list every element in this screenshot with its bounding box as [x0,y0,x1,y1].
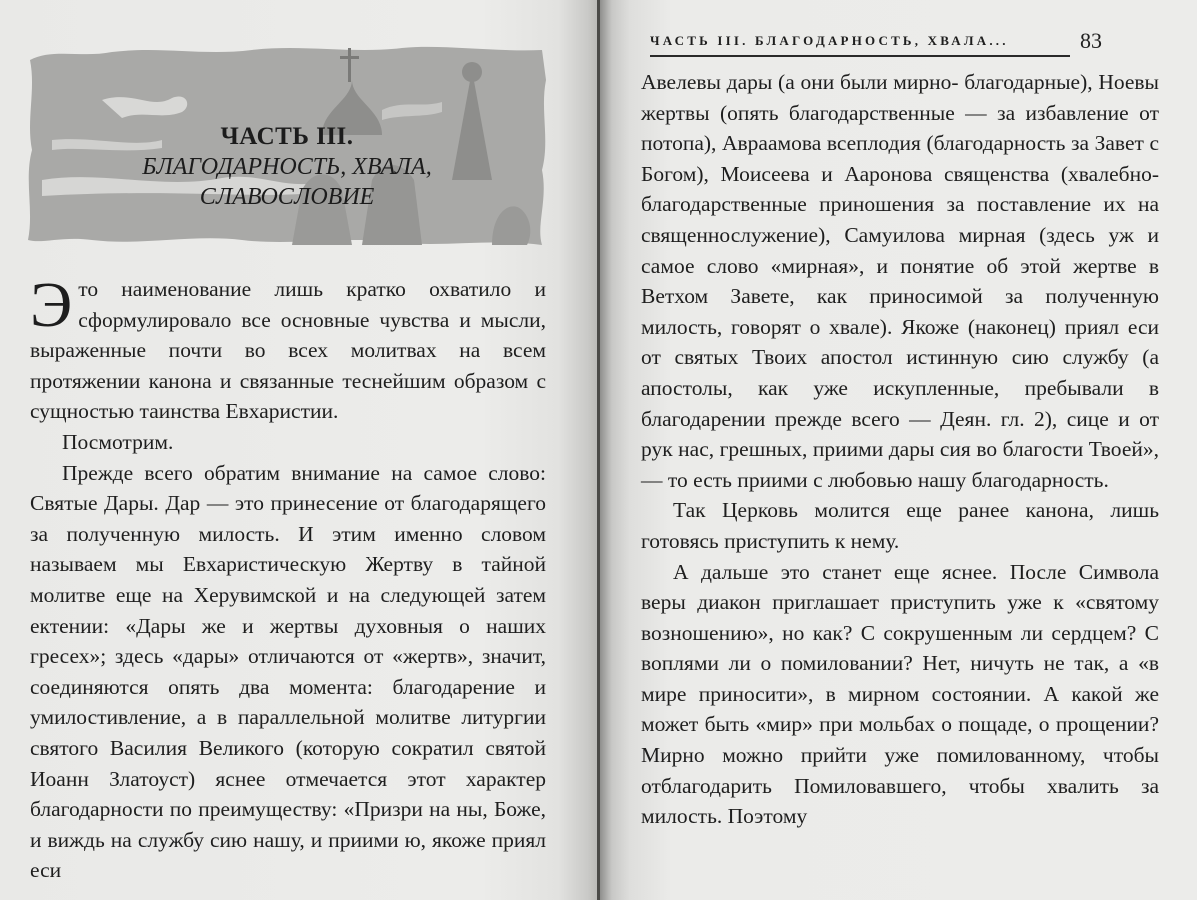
chapter-title [22,122,552,212]
chapter-banner [22,40,552,250]
chapter-part-label: ЧАСТЬ III. [220,123,354,150]
drop-cap: Э [30,269,73,340]
page-number: 83 [1080,28,1102,53]
paragraph: Так Церковь молится еще ранее канона, лишь готовясь приступить к нему. [641,498,1159,553]
book-spine [597,0,600,900]
chapter-subtitle-line1: БЛАГОДАРНОСТЬ, ХВАЛА, [142,154,432,180]
chapter-subtitle-line2: СЛАВОСЛОВИЕ [199,184,375,210]
paragraph: Посмотрим. [62,429,174,454]
paragraph: Авелевы дары (а они были мирно- благодарные), Ноевы жертвы (опять благодарственные — за избавление от потопа), Авраамова всеплодия (благодарность за Завет с Богом), Моисеева и Ааронова священства (хвалебно-благодарственные приношения за поставление их на священнослужение), Самуилова мирная (здесь уж и самое слово «мирная», и понятие об этой жертве в Ветхом Завете, как приносимой за полученную милость, говорят о хвале). Якоже (наконец) приял еси от святых Твоих апостол истинную сию службу (а апостолы, как уже искупленные, пребывали в благодарении прежде всего — Деян. гл. 2), сице и от рук нас, грешных, приими дары сия во благости Твоей», — то есть приими с любовью нашу благодарность. [641,70,1159,492]
left-body-text [30,269,546,886]
running-head: ЧАСТЬ III. БЛАГОДАРНОСТЬ, ХВАЛА... [650,33,1070,57]
paragraph: Прежде всего обратим внимание на самое слово: Святые Дары. Дар — это принесение от благодарящего за полученную милость. И этим именно словом называем мы Евхаристическую Жертву в тайной молитве еще на Херувимской и на следующей затем ектении: «Дары же и жертвы духовныя о наших гресех»; здесь «дары» отличаются от «жертв», значит, соединяются опять два момента: благодарение и умилостивление, а в параллельной молитве литургии святого Василия Великого (которую сократил святой Иоанн Златоуст) яснее отмечается этот характер благодарности по преимуществу: «Призри на ны, Боже, и виждь на службу сию нашу, и приими ю, якоже приял еси [30,460,546,883]
right-body-text [641,67,1159,832]
paragraph: Это наименование лишь кратко охватило и сформулировало все основные чувства и мысли, выраженные почти во всех молитвах на всем протяжении канона и связанные теснейшим образом с сущностью таинства Евхаристии. [30,269,546,424]
paragraph: А дальше это станет еще яснее. После Символа веры диакон приглашает приступить уже к «святому возношению», но как? С сокрушенным ли сердцем? С воплями ли о помиловании? Нет, ничуть не так, а «в мире приносити», в мирном состоянии. А какой же может быть «мир» при мольбах о пощаде, о прощении? Мирно можно прийти уже помилованному, чтобы отблагодарить Помиловавшего, чтобы хвалить за милость. Поэтому [641,559,1159,829]
